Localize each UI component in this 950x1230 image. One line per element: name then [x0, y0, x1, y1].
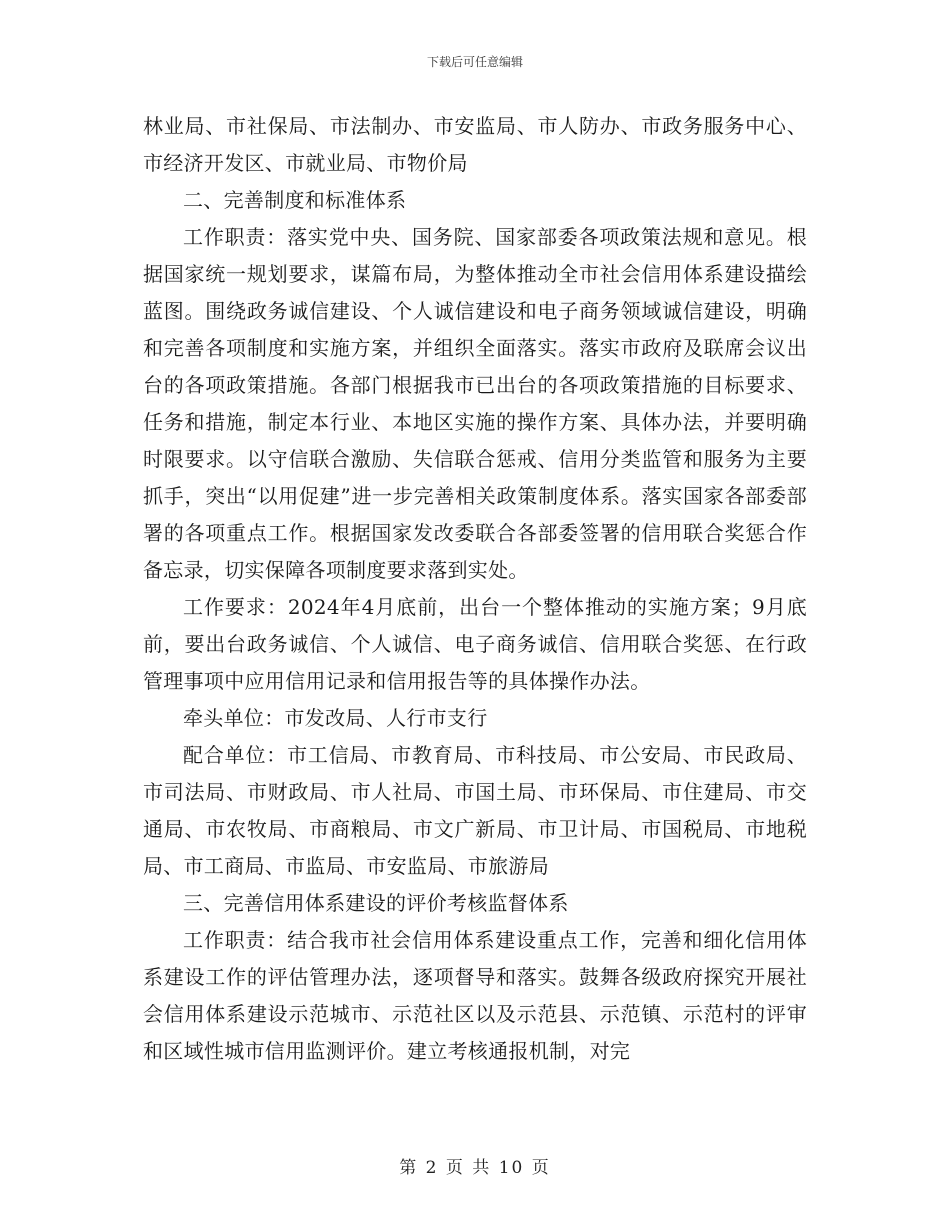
page-number: 第 2 页 共 10 页 [399, 1158, 551, 1178]
paragraph-1: 林业局、市社保局、市法制办、市安监局、市人防办、市政务服务中心、市经济开发区、市就业局、市物价局 [143, 114, 807, 175]
section-heading-2: 二、完善制度和标准体系 [183, 188, 407, 212]
document-body [143, 108, 807, 1070]
paragraph-requirements-2: 工作要求：2024年4月底前，出台一个整体推动的实施方案；9月底前，要出台政务诚信、个人诚信、电子商务诚信、信用联合奖惩、在行政管理事项中应用信用记录和信用报告等的具体操作办法。 [143, 595, 807, 693]
section-heading-3: 三、完善信用体系建设的评价考核监督体系 [183, 891, 569, 915]
paragraph-duties-2: 工作职责：落实党中央、国务院、国家部委各项政策法规和意见。根据国家统一规划要求，谋篇布局，为整体推动全市社会信用体系建设描绘蓝图。围绕政务诚信建设、个人诚信建设和电子商务领域诚信建设，明确和完善各项制度和实施方案，并组织全面落实。落实市政府及联席会议出台的各项政策措施。各部门根据我市已出台的各项政策措施的目标要求、任务和措施，制定本行业、本地区实施的操作方案、具体办法，并要明确时限要求。以守信联合激励、失信联合惩戒、信用分类监管和服务为主要抓手，突出“以用促建”进一步完善相关政策制度体系。落实国家各部委部署的各项重点工作。根据国家发改委联合各部委签署的信用联合奖惩合作备忘录，切实保障各项制度要求落到实处。 [143, 225, 807, 582]
page-header-note: 下载后可任意编辑 [426, 55, 523, 69]
paragraph-lead-unit-2: 牵头单位：市发改局、人行市支行 [183, 706, 488, 730]
paragraph-support-units-2: 配合单位：市工信局、市教育局、市科技局、市公安局、市民政局、市司法局、市财政局、市人社局、市国土局、市环保局、市住建局、市交通局、市农牧局、市商粮局、市文广新局、市卫计局、市国税局、市地税局、市工商局、市监局、市安监局、市旅游局 [143, 743, 807, 878]
paragraph-duties-3: 工作职责：结合我市社会信用体系建设重点工作，完善和细化信用体系建设工作的评估管理办法，逐项督导和落实。鼓舞各级政府探究开展社会信用体系建设示范城市、示范社区以及示范县、示范镇、示范村的评审和区域性城市信用监测评价。建立考核通报机制，对完 [143, 928, 807, 1063]
